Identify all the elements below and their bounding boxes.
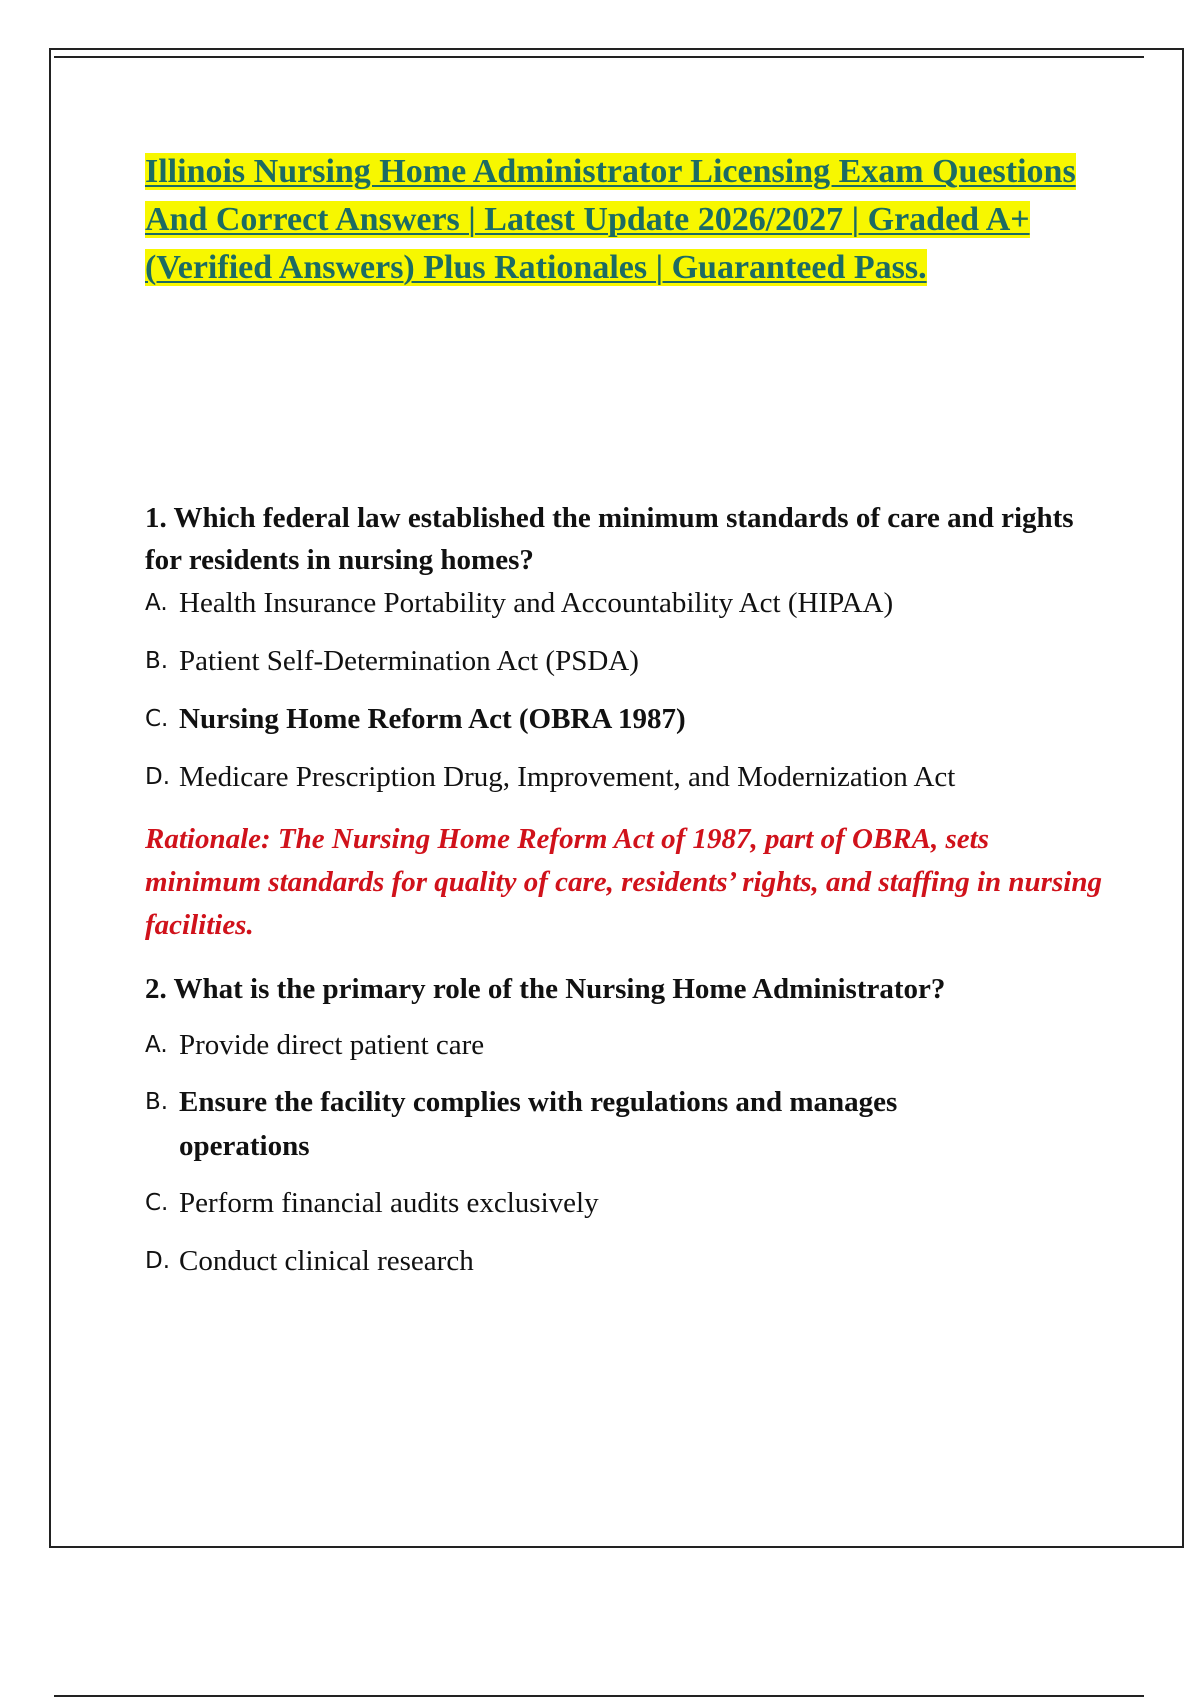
document-title-text: Illinois Nursing Home Administrator Licensing Exam Questions And Correct Answers | Latest Update 2026/2027 | Graded A+ (Verified Answers) Plus Rationales | Guaranteed Pass. [145,153,1076,286]
question-1 [145,497,1105,947]
question-2-option-d [145,1239,1105,1283]
option-text: Conduct clinical research [179,1245,474,1277]
option-text: Patient Self-Determination Act (PSDA) [179,645,639,677]
option-letter: D. [145,1248,171,1274]
option-letter: C. [145,1190,169,1216]
option-text: Nursing Home Reform Act (OBRA 1987) [179,703,686,735]
question-1-rationale: Rationale: The Nursing Home Reform Act of 1987, part of OBRA, sets minimum standards for quality of care, residents’ rights, and staffing in nursing facilities. [145,823,1102,941]
question-1-option-a [145,581,1105,625]
question-1-option-d [145,755,1105,799]
option-letter: C. [145,706,169,732]
question-2-options [145,1023,1105,1283]
option-letter: D. [145,764,171,790]
question-1-option-c-correct [145,697,1105,741]
question-2 [145,968,1105,1283]
question-1-text: 1. Which federal law established the minimum standards of care and rights for residents in nursing homes? [145,502,1074,576]
question-2-text: 2. What is the primary role of the Nursing Home Administrator? [145,973,946,1005]
top-rule [54,56,1144,58]
option-text: Medicare Prescription Drug, Improvement, and Modernization Act [179,761,956,793]
option-text: Perform financial audits exclusively [179,1187,599,1219]
bottom-rule [54,1695,1144,1697]
option-text: Provide direct patient care [179,1029,485,1061]
option-letter: B. [145,1089,169,1115]
question-2-option-a [145,1023,1105,1067]
option-text: Ensure the facility complies with regulations and manages operations [179,1086,898,1162]
question-1-option-b [145,639,1105,683]
option-letter: B. [145,648,169,674]
question-2-option-c [145,1181,1105,1225]
option-text: Health Insurance Portability and Accountability Act (HIPAA) [179,587,894,619]
document-title [145,148,1085,292]
question-2-option-b-correct [145,1080,1005,1168]
option-letter: A. [145,1032,168,1058]
question-1-options [145,581,1105,799]
option-letter: A. [145,590,168,616]
